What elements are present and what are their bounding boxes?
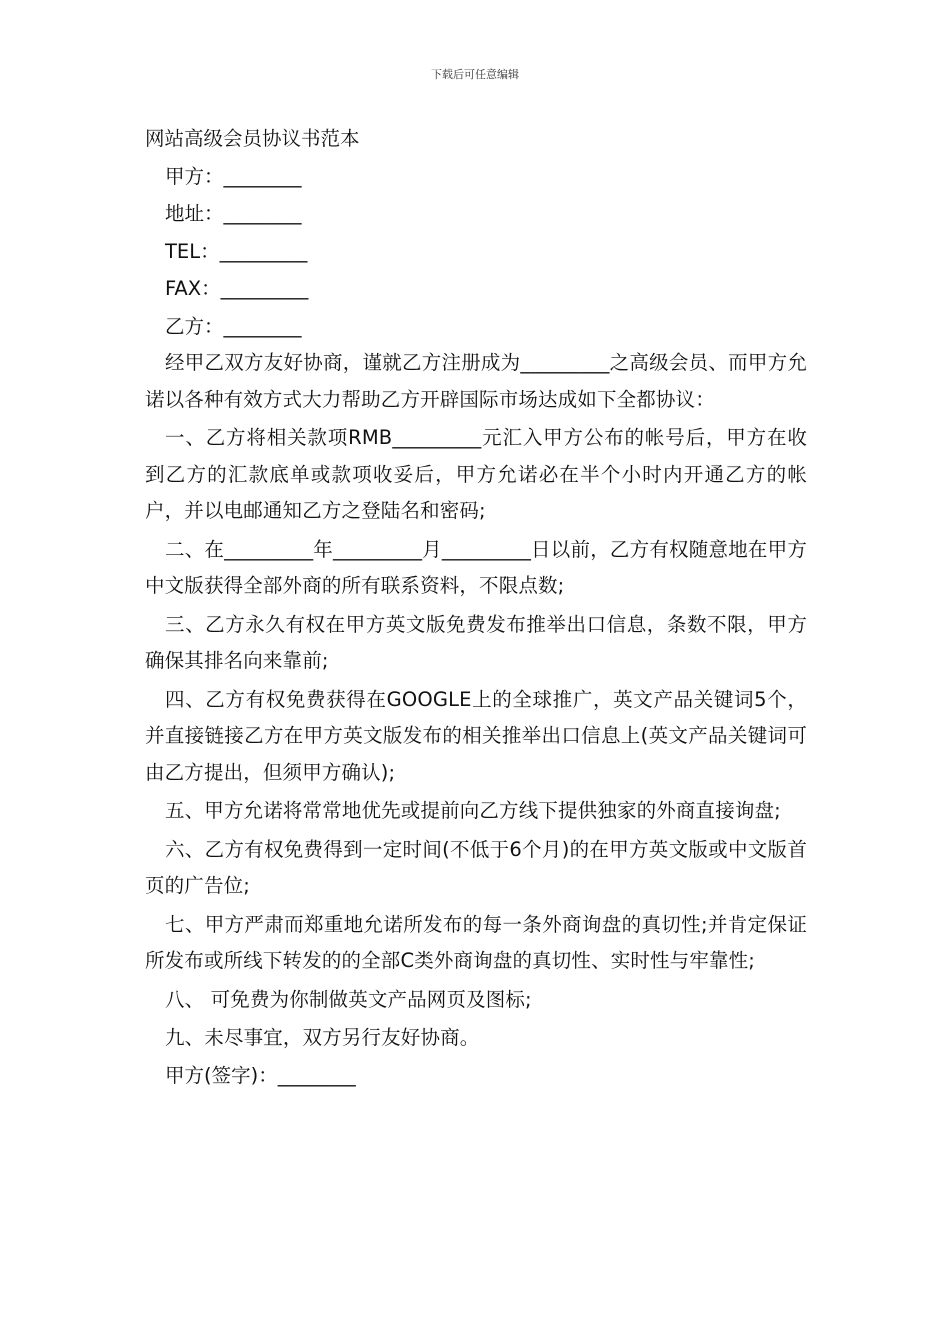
document-title: 网站高级会员协议书范本 <box>145 127 360 150</box>
fax-field: FAX：_________ <box>165 277 309 300</box>
clause-9: 九、未尽事宜，双方另行友好协商。 <box>165 1026 480 1049</box>
party-a-field: 甲方：________ <box>165 164 302 188</box>
clause-5: 五、甲方允诺将常常地优先或提前向乙方线下提供独家的外商直接询盘; <box>165 799 781 822</box>
clause-8: 八、 可免费为你制做英文产品网页及图标; <box>165 987 532 1011</box>
clause-3: 三、乙方永久有权在甲方英文版免费发布推举出口信息，条数不限，甲方确保其排名向来靠前; <box>145 612 807 672</box>
clause-2: 二、在_________年_________月_________日以前，乙方有权随意地在甲方中文版获得全部外商的所有联系资料，不限点数; <box>145 537 807 597</box>
clause-4: 四、乙方有权免费获得在GOOGLE上的全球推广，英文产品关键词5个，并直接链接乙方在甲方英文版发布的相关推举出口信息上(英文产品关键词可由乙方提出，但须甲方确认); <box>145 687 807 784</box>
address-field: 地址：________ <box>165 202 302 225</box>
clause-1: 一、乙方将相关款项RMB_________元汇入甲方公布的帐号后，甲方在收到乙方的汇款底单或款项收妥后，甲方允诺必在半个小时内开通乙方的帐户，并以电邮通知乙方之登陆名和密码; <box>145 426 807 522</box>
clause-7: 七、甲方严肃而郑重地允诺所发布的每一条外商询盘的真切性;并肯定保证所发布或所线下转发的的全部C类外商询盘的真切性、实时性与牢靠性; <box>145 912 807 972</box>
document-body <box>145 121 807 1094</box>
tel-field: TEL：_________ <box>165 239 308 263</box>
clause-6: 六、乙方有权免费得到一定时间(不低于6个月)的在甲方英文版或中文版首页的广告位; <box>145 837 807 897</box>
party-b-field: 乙方：________ <box>165 314 302 338</box>
intro-paragraph: 经甲乙双方友好协商，谨就乙方注册成为_________之高级会员、而甲方允诺以各种有效方式大力帮助乙方开辟国际市场达成如下全都协议： <box>145 351 807 411</box>
header-note: 下载后可任意编辑 <box>431 68 519 81</box>
signature-line: 甲方(签字)：________ <box>165 1063 356 1087</box>
